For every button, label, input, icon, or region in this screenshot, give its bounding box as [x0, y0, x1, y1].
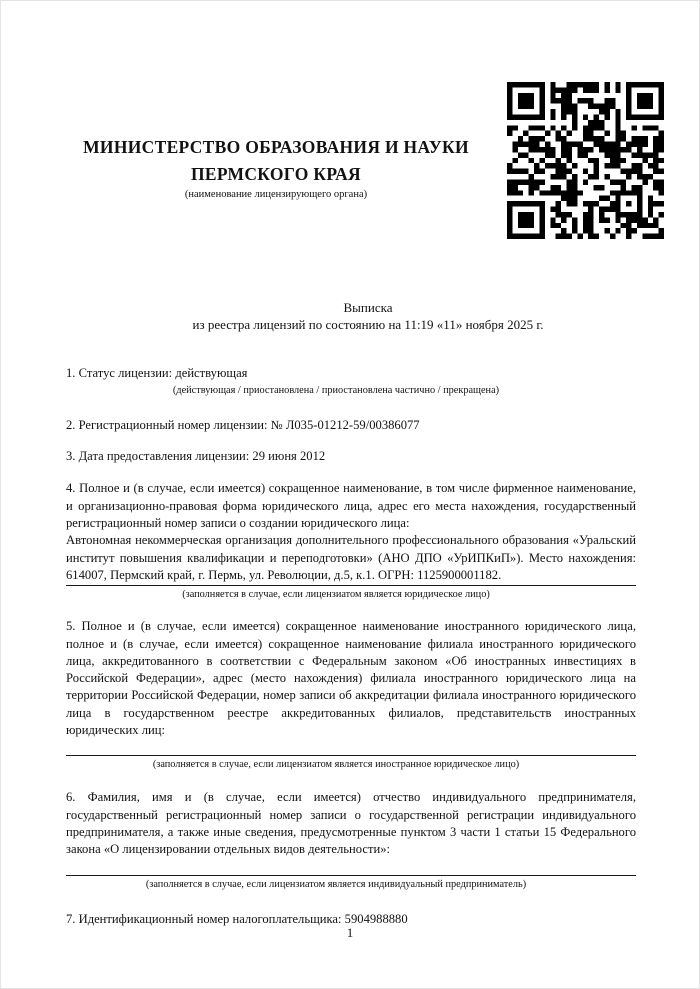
legal-entity-value: Автономная некоммерческая организация дополнительного профессионального образования «Уральский институт повышения квалификации и переподготовки» (АНО ДПО «УрИПКиП»). Место нахождения: 614007, Пермский край, г. Пермь, ул. Революции, д.5, к.1. ОГРН: 1125900001182. [66, 533, 636, 582]
foreign-entity-question: 5. Полное и (в случае, если имеется) сокращенное наименование иностранного юридического лица, полное и (в случае, если имеется) сокращенное наименование филиала иностранного юридического лица, аккредитованного в соответствии с Федеральным законом «Об иностранных инвестициях в Российской Федерации», адрес (место нахождения) филиала иностранного юридического лица на территории Российской Федерации, номер записи об аккредитации филиала иностранного юридического лица в государственном реестре аккредитованных филиалов, представительств иностранных юридических лиц: [66, 619, 636, 738]
license-status-note: (действующая / приостановлена / приостановлена частично / прекращена) [172, 384, 500, 396]
legal-entity-note: (заполняется в случае, если лицензиатом является юридическое лицо) [182, 589, 490, 601]
ministry-note: (наименование лицензирующего органа) [184, 189, 368, 200]
item-entrepreneur [66, 789, 636, 890]
field-rule-legal-entity [66, 585, 636, 586]
field-rule-entrepreneur [66, 875, 636, 876]
ministry-name-line2: ПЕРМСКОГО КРАЯ [191, 164, 361, 184]
item-taxpayer-number: 7. Идентификационный номер налогоплательщика: 5904988880 [66, 911, 408, 926]
item-legal-entity [66, 480, 636, 601]
item-registration-number: 2. Регистрационный номер лицензии: № Л035-01212-59/00386077 [66, 417, 420, 432]
document-title: Выписка [343, 300, 393, 315]
foreign-entity-note: (заполняется в случае, если лицензиатом является иностранное юридическое лицо) [152, 759, 520, 771]
ministry-name-line1: МИНИСТЕРСТВО ОБРАЗОВАНИЯ И НАУКИ [83, 137, 469, 157]
page-number: 1 [346, 926, 354, 940]
entrepreneur-note: (заполняется в случае, если лицензиатом является индивидуальный предприниматель) [145, 878, 527, 890]
item-license-date: 3. Дата предоставления лицензии: 29 июня 2012 [66, 449, 326, 464]
ministry-name [66, 134, 486, 188]
item-license-status [66, 365, 636, 397]
item-foreign-entity [66, 618, 636, 771]
field-rule-foreign-entity [66, 755, 636, 756]
document-title-block [66, 299, 636, 334]
document-subtitle: из реестра лицензий по состоянию на 11:19 «11» ноября 2025 г. [192, 317, 544, 333]
entrepreneur-question: 6. Фамилия, имя и (в случае, если имеется) отчество индивидуального предпринимателя, государственный регистрационный номер записи о государственной регистрации индивидуального предпринимателя, а также иные сведения, предусмотренные пунктом 3 части 1 статьи 15 Федерального закона «О лицензировании отдельных видов деятельности»: [66, 790, 636, 857]
legal-entity-question: 4. Полное и (в случае, если имеется) сокращенное наименование, в том числе фирменное наименование, и организационно-правовая форма юридического лица, адрес его места нахождения, государственный регистрационный номер записи о создании юридического лица: [66, 481, 636, 531]
ministry-header [66, 134, 486, 200]
license-status-text: 1. Статус лицензии: действующая [66, 365, 248, 380]
